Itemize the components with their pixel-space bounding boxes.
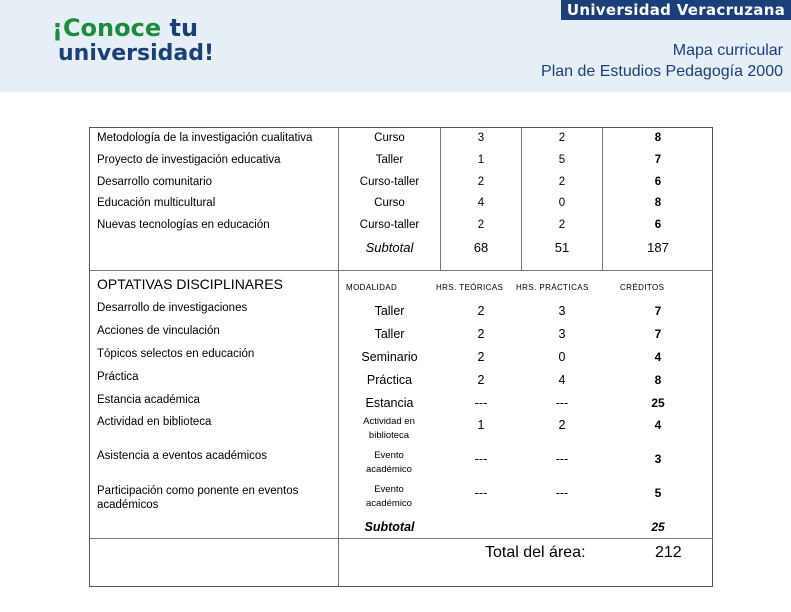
elective-modalidad: Evento académico: [366, 450, 412, 475]
title-line-1: Mapa curricular: [672, 42, 783, 59]
course-hrs-teoricas: 3: [477, 132, 485, 144]
column-header-modalidad: MODALIDAD: [346, 283, 398, 292]
elective-subtotal-label: Subtotal: [364, 520, 415, 534]
elective-hrs-teoricas: 1: [477, 418, 485, 432]
course-name: Proyecto de investigación educativa: [97, 154, 281, 166]
document-title: [541, 40, 783, 82]
elective-hrs-teoricas: 2: [477, 373, 485, 387]
elective-hrs-practicas: ---: [555, 396, 569, 410]
course-hrs-teoricas: 4: [477, 197, 485, 209]
title-line-2: Plan de Estudios Pedagogía 2000: [541, 63, 783, 80]
total-area-label: Total del área:: [485, 544, 586, 561]
course-hrs-practicas: 5: [558, 154, 566, 166]
course-hrs-practicas: 0: [558, 197, 566, 209]
course-creditos: 6: [654, 219, 662, 231]
elective-hrs-practicas: 3: [558, 327, 566, 341]
course-hrs-teoricas: 2: [477, 176, 485, 188]
elective-creditos: 4: [654, 418, 662, 432]
elective-hrs-practicas: 2: [558, 418, 566, 432]
elective-modalidad: Estancia: [365, 396, 414, 410]
university-banner: Universidad Veracruzana: [561, 0, 791, 20]
elective-name: Acciones de vinculación: [97, 325, 220, 337]
elective-hrs-teoricas: 2: [477, 327, 485, 341]
subtotal-label: Subtotal: [365, 240, 414, 255]
elective-hrs-teoricas: ---: [474, 486, 488, 500]
course-name: Educación multicultural: [97, 197, 216, 209]
elective-name: Estancia académica: [97, 394, 200, 406]
subtotal-creditos: 187: [647, 240, 669, 255]
elective-creditos: 8: [654, 373, 662, 387]
elective-name: Actividad en biblioteca: [97, 416, 212, 428]
course-creditos: 8: [654, 132, 662, 144]
elective-subtotal-creditos: 25: [651, 520, 665, 534]
logo-text-tu: tu: [169, 14, 199, 42]
column-header-teoricas: HRS. TEÓRICAS: [436, 283, 504, 292]
elective-hrs-practicas: 0: [558, 350, 566, 364]
elective-modalidad: Práctica: [366, 373, 413, 387]
column-header-practicas: HRS. PRÁCTICAS: [516, 283, 589, 292]
elective-name: Práctica: [97, 371, 139, 383]
course-modalidad: Curso-taller: [359, 176, 420, 188]
column-header-creditos: CRÉDITOS: [620, 283, 665, 292]
course-modalidad: Taller: [375, 154, 404, 166]
elective-hrs-practicas: ---: [555, 486, 569, 500]
elective-hrs-teoricas: 2: [477, 350, 485, 364]
elective-hrs-practicas: 4: [558, 373, 566, 387]
course-name: Desarrollo comunitario: [97, 176, 213, 188]
course-hrs-teoricas: 2: [477, 219, 485, 231]
elective-modalidad: Evento académico: [366, 484, 412, 509]
elective-hrs-teoricas: ---: [474, 452, 488, 466]
course-modalidad: Curso: [374, 197, 405, 209]
elective-hrs-teoricas: 2: [477, 304, 485, 318]
subtotal-practicas: 51: [554, 240, 570, 255]
course-name: Nuevas tecnologías en educación: [97, 219, 270, 231]
course-creditos: 8: [654, 197, 662, 209]
course-creditos: 7: [654, 154, 662, 166]
course-hrs-practicas: 2: [558, 219, 566, 231]
elective-modalidad: Taller: [374, 327, 405, 341]
elective-hrs-practicas: 3: [558, 304, 566, 318]
logo-text-universidad: universidad!: [58, 41, 214, 66]
elective-hrs-practicas: ---: [555, 452, 569, 466]
elective-creditos: 25: [651, 396, 665, 410]
elective-modalidad: Seminario: [361, 350, 418, 364]
course-creditos: 6: [654, 176, 662, 188]
elective-name: Participación como ponente en eventos académicos: [97, 485, 299, 511]
course-modalidad: Curso: [374, 132, 405, 144]
course-hrs-practicas: 2: [558, 176, 566, 188]
elective-name: Desarrollo de investigaciones: [97, 302, 248, 314]
conoce-tu-universidad-logo: [52, 14, 214, 66]
elective-creditos: 7: [654, 327, 662, 341]
subtotal-teoricas: 68: [473, 240, 489, 255]
elective-name: Asistencia a eventos académicos: [97, 450, 268, 462]
course-name: Metodología de la investigación cualitativa: [97, 132, 313, 144]
course-hrs-teoricas: 1: [477, 154, 485, 166]
total-area-value: 212: [655, 544, 682, 561]
elective-creditos: 7: [654, 304, 662, 318]
logo-text-conoce: ¡Conoce: [52, 14, 170, 42]
page-header: [0, 0, 791, 92]
course-hrs-practicas: 2: [558, 132, 566, 144]
elective-name: Tópicos selectos en educación: [97, 348, 255, 360]
section-divider: [89, 270, 713, 271]
elective-creditos: 4: [654, 350, 662, 364]
elective-modalidad: Taller: [374, 304, 405, 318]
section-divider: [89, 538, 713, 539]
elective-creditos: 3: [654, 452, 662, 466]
elective-modalidad: Actividad en biblioteca: [363, 416, 415, 441]
optativas-title: OPTATIVAS DISCIPLINARES: [97, 276, 283, 292]
elective-creditos: 5: [654, 486, 662, 500]
course-modalidad: Curso-taller: [359, 219, 420, 231]
elective-hrs-teoricas: ---: [474, 396, 488, 410]
